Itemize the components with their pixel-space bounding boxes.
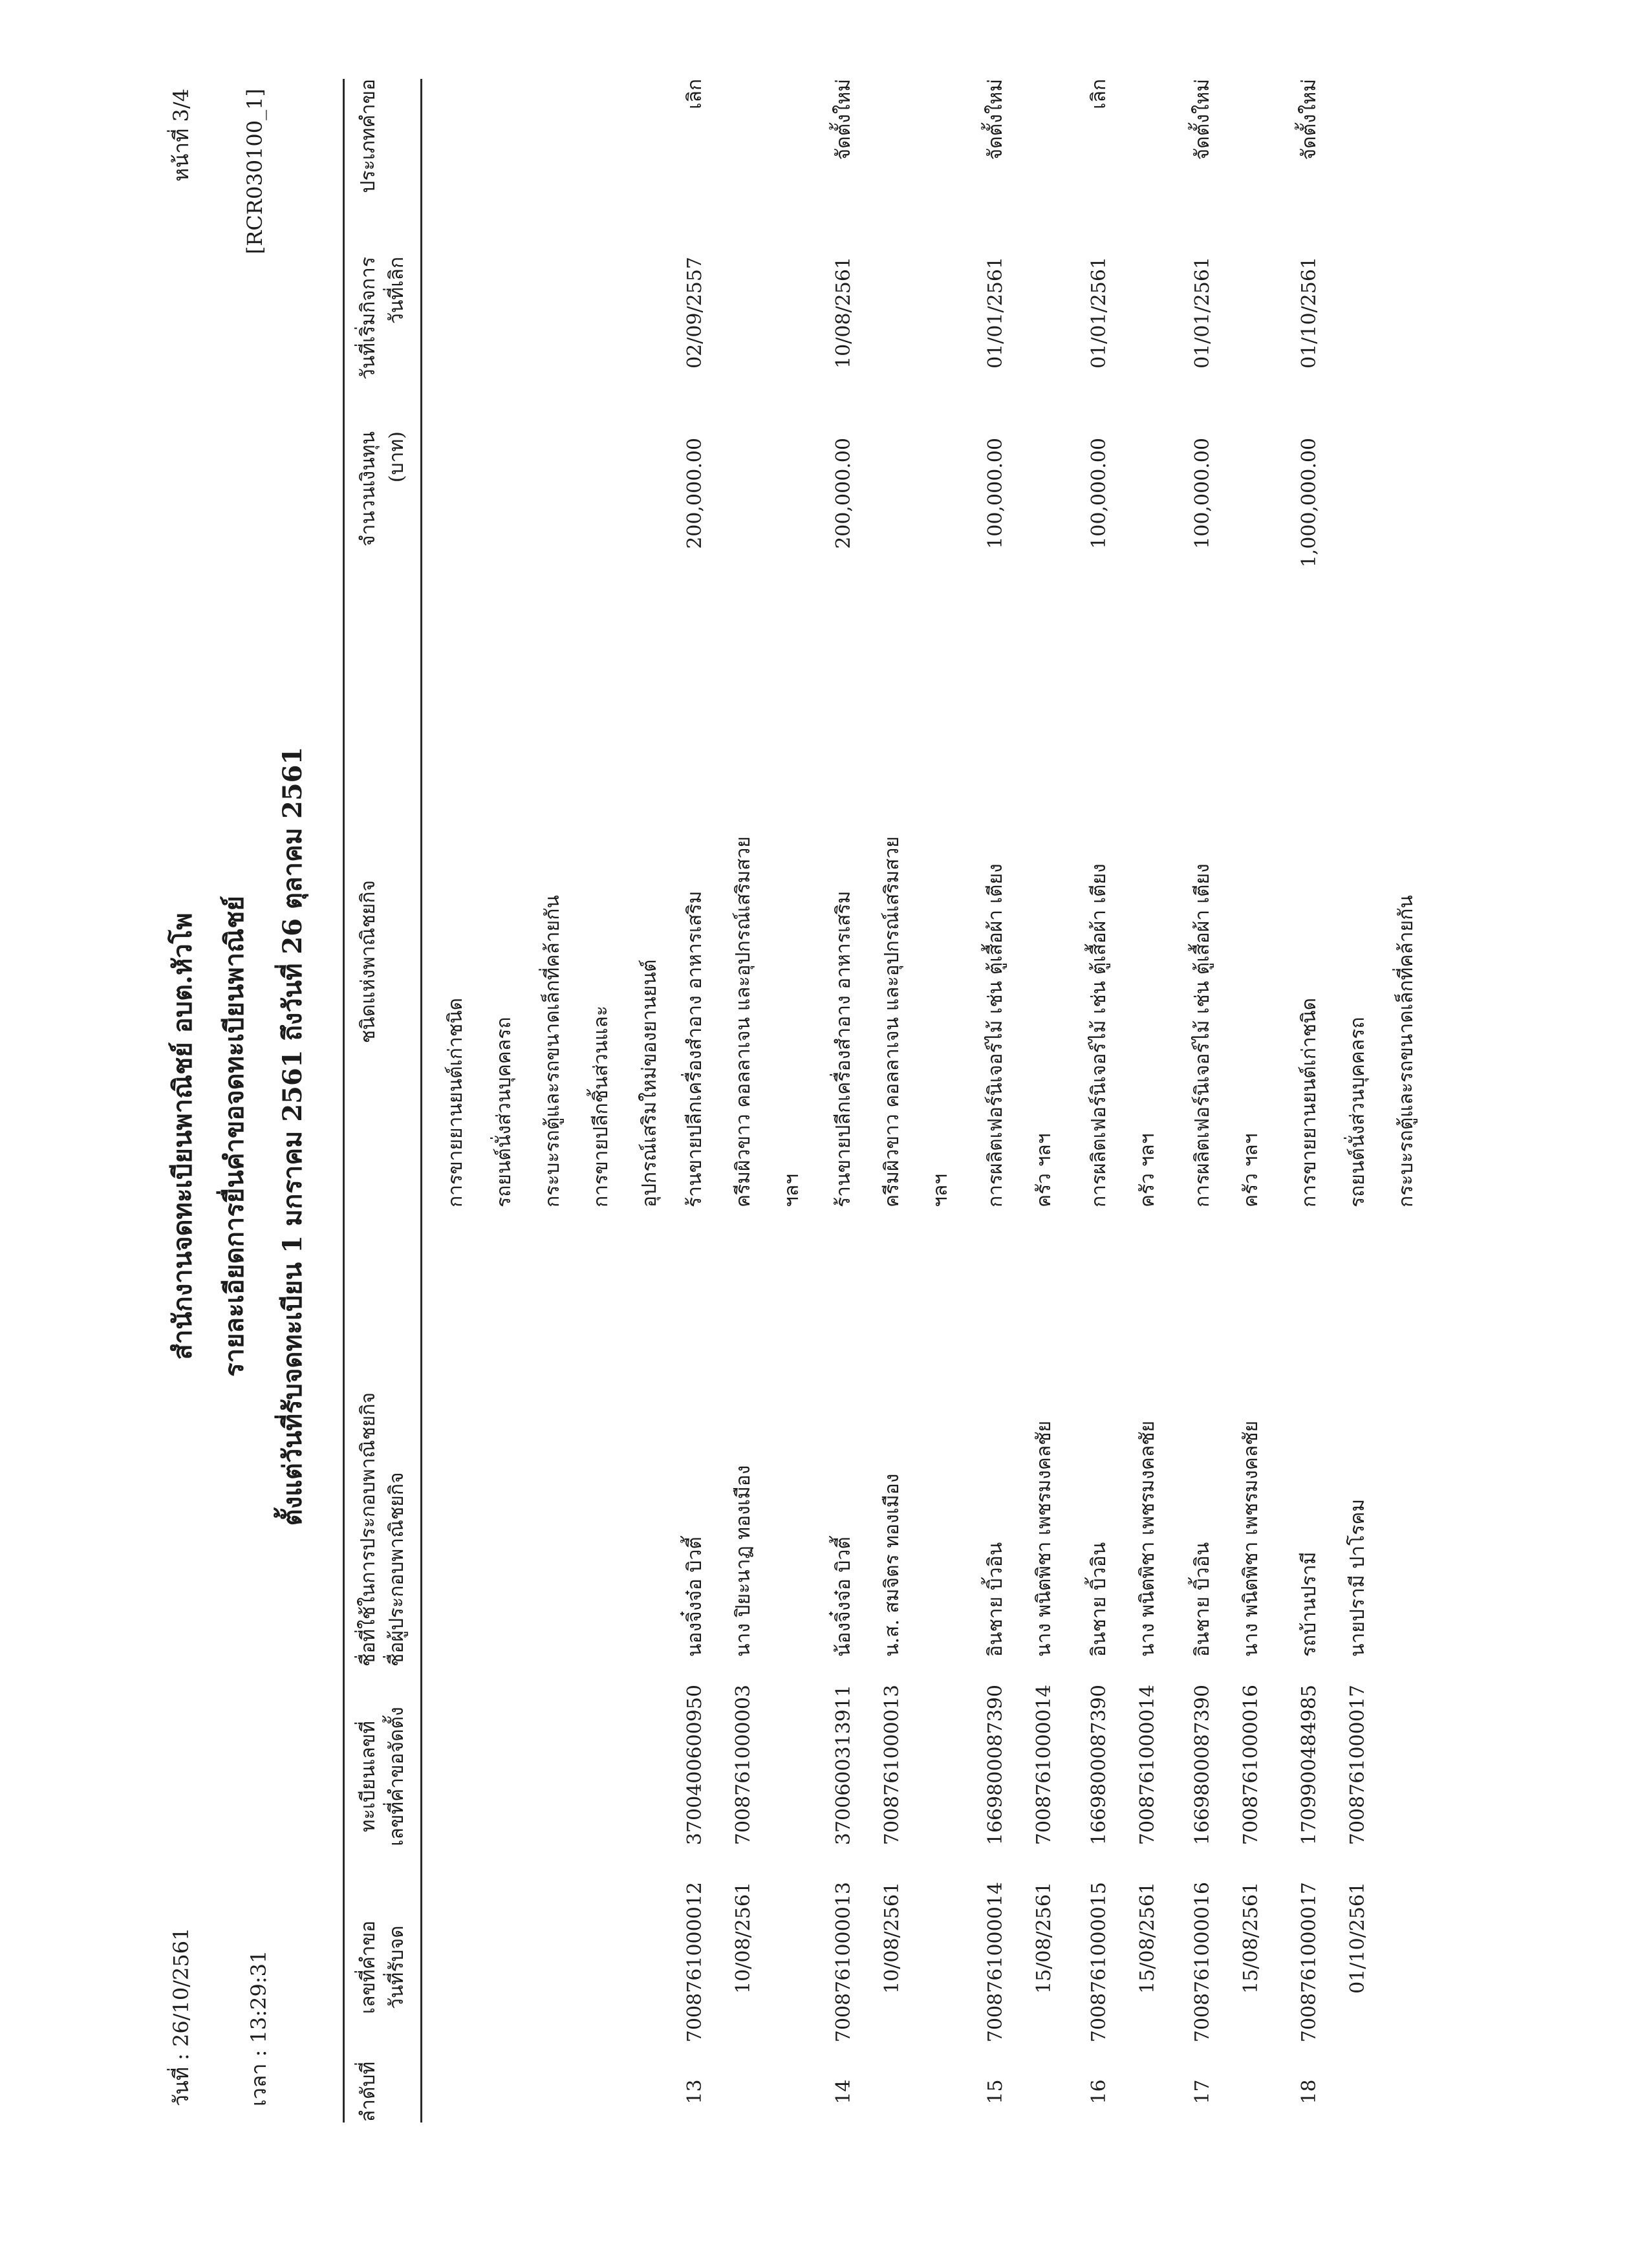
- request-number: 7008761000015: [1088, 1882, 1110, 2043]
- request-number: 7008761000014: [984, 1882, 1007, 2043]
- report-title: รายละเอียดการยื่นคำขอจดทะเบียนพาณิชย์: [219, 896, 250, 1377]
- request-type: จัดตั้งใหม่: [1298, 79, 1320, 160]
- start-date: 01/01/2561: [1191, 257, 1214, 369]
- registration-number: 3700400600950: [684, 1685, 706, 1846]
- start-date: 10/08/2561: [832, 257, 855, 369]
- business-line: ร้านขายปลีกเครื่องสำอาง อาหารเสริม: [684, 891, 706, 1207]
- col-header-dates: [354, 257, 411, 418]
- row-no: 13: [684, 2079, 706, 2104]
- registration-number: 1669800087390: [1088, 1685, 1110, 1846]
- capital: 100,000.00: [984, 438, 1007, 549]
- request-number: 7008761000017: [1298, 1882, 1320, 2043]
- business-line: การผลิตเฟอร์นิเจอร์ไม้ เช่น ตู้เสื้อผ้า เตียง: [984, 863, 1007, 1207]
- trade-name: นองจิ๋งจ๋อ บิวตี้: [684, 1537, 706, 1657]
- received-date: 01/10/2561: [1346, 1882, 1369, 1994]
- col-header-req-no: [354, 1886, 411, 2048]
- operator-name: นาง พนิตพิชา เพชรมงคลชัย: [1033, 1420, 1055, 1657]
- request-type: จัดตั้งใหม่: [832, 79, 855, 160]
- document-number: 7008761000003: [732, 1685, 755, 1846]
- capital: 100,000.00: [1191, 438, 1214, 549]
- start-date: 02/09/2557: [684, 257, 706, 369]
- row-no: 14: [832, 2079, 855, 2104]
- document-number: 7008761000014: [1033, 1685, 1055, 1846]
- received-date: 15/08/2561: [1240, 1882, 1262, 1994]
- operator-name: นาง พนิตพิชา เพชรมงคลชัย: [1240, 1420, 1262, 1657]
- business-line: รถยนต์นั่งส่วนบุคคลรถ: [1346, 1017, 1369, 1207]
- registration-number: 1669800087390: [1191, 1685, 1214, 1846]
- received-date: 15/08/2561: [1033, 1882, 1055, 1994]
- registration-number: 1669800087390: [984, 1685, 1007, 1846]
- col-header-operator: ชื่อผู้ประกอบพาณิชยกิจ: [385, 1472, 408, 1667]
- col-header-req-no-label: เลขที่คำขอ: [357, 1920, 380, 2014]
- business-line: ครีมผิวขาว คอลลาเจน และอุปกรณ์เสริมสวย: [881, 836, 903, 1207]
- operator-name: นาง พนิตพิชา เพชรมงคลชัย: [1136, 1420, 1159, 1657]
- trade-name: อินชาย บิ้วอิน: [1191, 1542, 1214, 1657]
- carry-line: รถยนต์นั่งส่วนบุคคลรถ: [493, 1017, 515, 1207]
- table-top-rule: [343, 79, 345, 2122]
- request-number: 7008761000016: [1191, 1882, 1214, 2043]
- row-no: 17: [1191, 2079, 1214, 2104]
- business-line: ฯลฯ: [929, 1173, 952, 1207]
- operator-name: น.ส. สมจิตร ทองเมือง: [881, 1473, 903, 1657]
- col-header-capital: [354, 431, 411, 638]
- carry-line: อุปกรณ์เสริมใหม่ของยานยนต์: [638, 959, 661, 1207]
- carry-line: การขายปลีกชิ้นส่วนและ: [590, 1005, 612, 1207]
- page-number: หน้าที่ 3/4: [169, 89, 193, 182]
- row-no: 18: [1298, 2079, 1320, 2104]
- business-line: ฯลฯ: [781, 1173, 803, 1207]
- business-line: กระบะรถตู้และรถขนาดเล็กที่คล้ายกัน: [1395, 895, 1417, 1207]
- row-no: 15: [984, 2079, 1007, 2104]
- operator-name: นายปรามี ปาโรคม: [1346, 1498, 1369, 1657]
- business-line: การผลิตเฟอร์นิเจอร์ไม้ เช่น ตู้เสื้อผ้า เตียง: [1191, 863, 1214, 1207]
- business-line: ครัว ฯลฯ: [1136, 1133, 1159, 1207]
- office-name: สำนักงานจดทะเบียนพาณิชย์ อบต.หัวโพ: [167, 913, 198, 1360]
- report-code: [RCR030100_1]: [242, 89, 267, 255]
- col-header-reg: [354, 1679, 411, 1874]
- business-line: ครัว ฯลฯ: [1240, 1133, 1262, 1207]
- table-header-rule: [420, 79, 422, 2122]
- request-type: จัดตั้งใหม่: [1191, 79, 1214, 160]
- received-date: 10/08/2561: [881, 1882, 903, 1994]
- document-number: 7008761000016: [1240, 1685, 1262, 1846]
- request-type: เลิก: [684, 79, 706, 109]
- print-time: เวลา : 13:29:31: [246, 1950, 271, 2106]
- document-number: 7008761000014: [1136, 1685, 1159, 1846]
- print-date: วันที่ : 26/10/2561: [169, 1927, 193, 2106]
- capital: 1,000,000.00: [1298, 438, 1320, 568]
- trade-name: รถบ้านปรามี: [1298, 1551, 1320, 1657]
- row-no: 16: [1088, 2079, 1110, 2104]
- trade-name: อินชาย บิ้วอิน: [1088, 1542, 1110, 1657]
- col-header-business-type: ชนิดแห่งพาณิชยกิจ: [357, 880, 380, 1044]
- col-header-no: ลำดับที่: [357, 2061, 380, 2122]
- col-header-reg-no: ทะเบียนเลขที่: [357, 1720, 380, 1833]
- business-line: ครีมผิวขาว คอลลาเจน และอุปกรณ์เสริมสวย: [732, 836, 755, 1207]
- start-date: 01/01/2561: [984, 257, 1007, 369]
- col-header-name: [354, 1330, 411, 1667]
- col-header-capital-unit: (บาท): [385, 431, 408, 483]
- document-number: 7008761000013: [881, 1685, 903, 1846]
- col-header-end-date: วันที่เลิก: [385, 257, 408, 324]
- business-line: การผลิตเฟอร์นิเจอร์ไม้ เช่น ตู้เสื้อผ้า เตียง: [1088, 863, 1110, 1207]
- trade-name: อินชาย บิ้วอิน: [984, 1542, 1007, 1657]
- received-date: 10/08/2561: [732, 1882, 755, 1994]
- request-number: 7008761000012: [684, 1882, 706, 2043]
- trade-name: น้องจิ๋งจ๋อ บิวตี้: [832, 1537, 855, 1657]
- carry-line: การขายยานยนต์เก่าชนิด: [444, 997, 467, 1207]
- request-type: จัดตั้งใหม่: [984, 79, 1007, 160]
- request-type: เลิก: [1088, 79, 1110, 109]
- capital: 200,000.00: [684, 438, 706, 549]
- capital: 200,000.00: [832, 438, 855, 549]
- document-number: 7008761000017: [1346, 1685, 1369, 1846]
- business-line: ร้านขายปลีกเครื่องสำอาง อาหารเสริม: [832, 891, 855, 1207]
- business-line: ครัว ฯลฯ: [1033, 1133, 1055, 1207]
- col-header-doc-no: เลขที่คำขอจัดตั้ง: [385, 1707, 408, 1846]
- request-number: 7008761000013: [832, 1882, 855, 2043]
- capital: 100,000.00: [1088, 438, 1110, 549]
- registration-number: 3700600313911: [832, 1685, 855, 1846]
- col-header-req-type: ประเภทคำขอ: [357, 79, 380, 193]
- operator-name: นาง ปิยะนาฏ ทองเมือง: [732, 1465, 755, 1657]
- received-date: 15/08/2561: [1136, 1882, 1159, 1994]
- col-header-recv-date: วันที่รับจด: [385, 1925, 408, 2009]
- col-header-start-date: วันที่เริ่มกิจการ: [357, 257, 380, 380]
- business-line: การขายยานยนต์เก่าชนิด: [1298, 997, 1320, 1207]
- report-period: ตั้งแต่วันที่รับจดทะเบียน 1 มกราคม 2561 ถึงวันที่ 26 ตุลาคม 2561: [277, 746, 308, 1526]
- col-header-trade-name: ชื่อที่ใช้ในการประกอบพาณิชยกิจ: [357, 1392, 380, 1667]
- registration-number: 1709900484985: [1298, 1685, 1320, 1846]
- col-header-capital-label: จำนวนเงินทุน: [357, 431, 380, 546]
- carry-line: กระบะรถตู้และรถขนาดเล็กที่คล้ายกัน: [541, 895, 564, 1207]
- start-date: 01/01/2561: [1088, 257, 1110, 369]
- start-date: 01/10/2561: [1298, 257, 1320, 369]
